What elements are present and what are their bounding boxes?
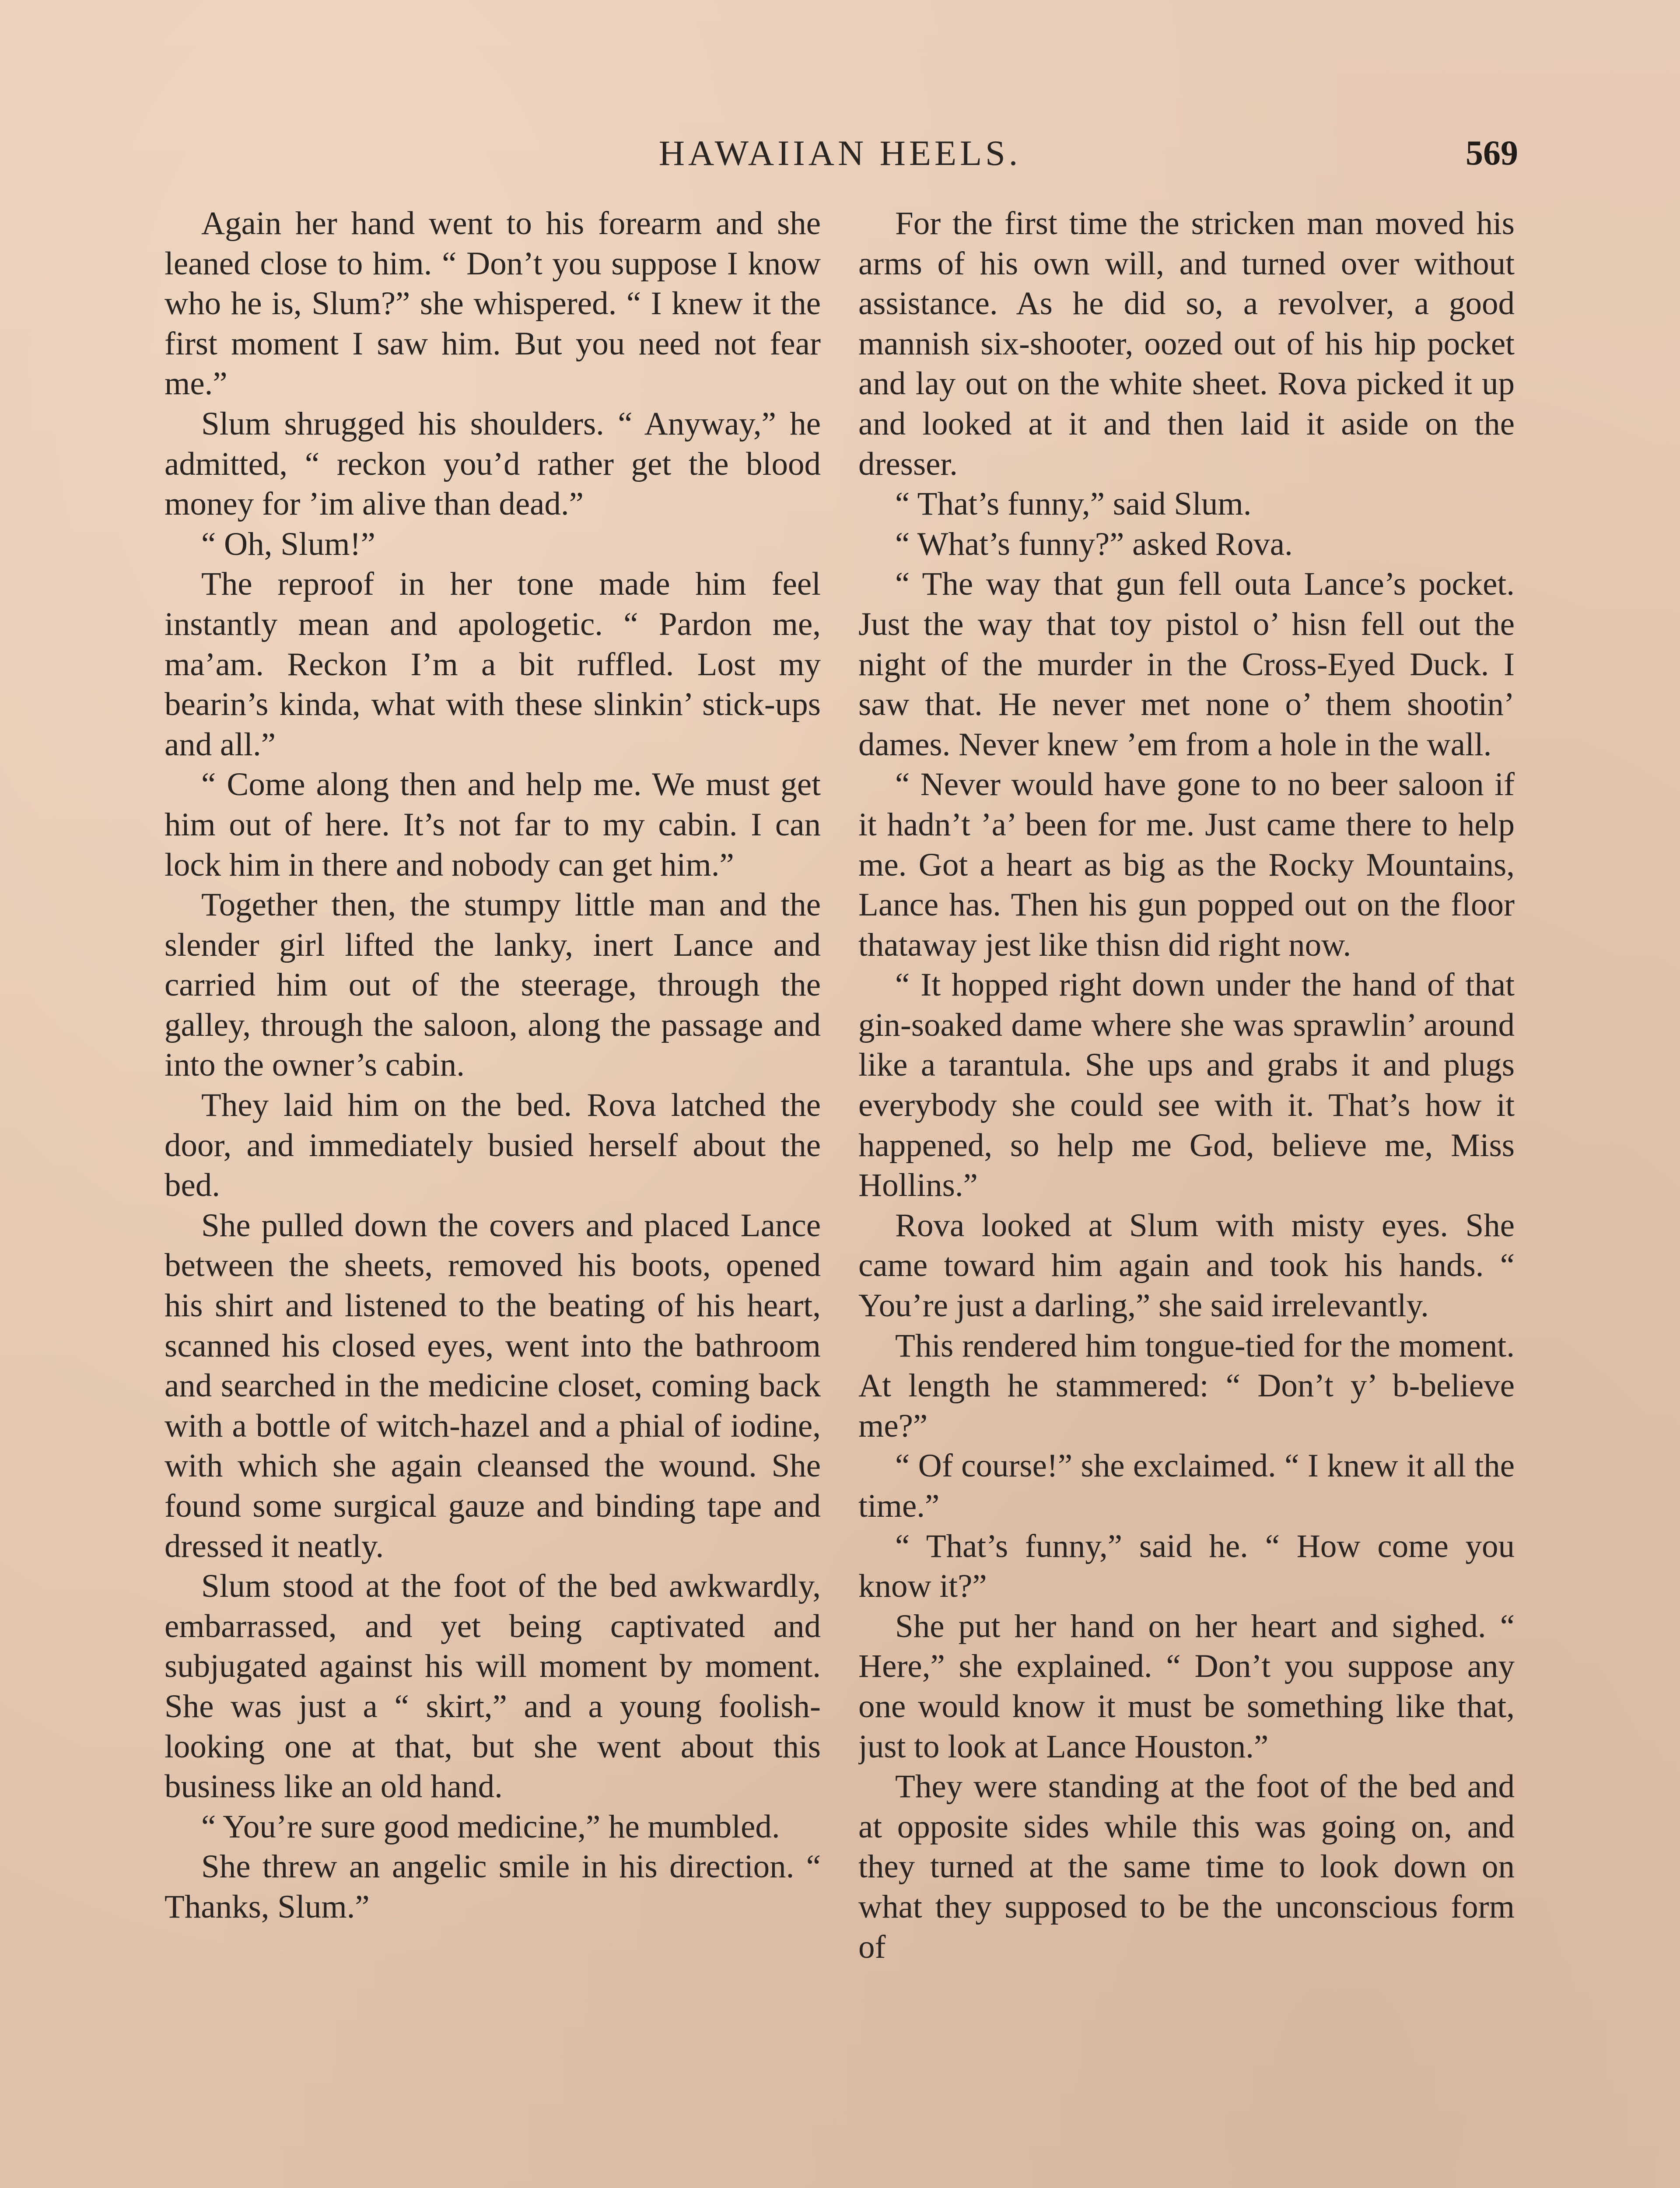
paragraph: For the first time the stricken man moved his arms of his own will, and turned over without assistance. As he did so, a revolver, a good mannish six-shooter, oozed out of his hip pocket and lay out on the white sheet. Rova picked it up and looked at it and then laid it aside on the dresser.: [858, 205, 1515, 482]
paragraph: “ That’s funny,” said he. “ How come you know it?”: [858, 1528, 1515, 1605]
paragraph: “ That’s funny,” said Slum.: [895, 486, 1252, 522]
left-column: [164, 203, 821, 2188]
right-column: [858, 203, 1515, 2188]
paragraph: “ Never would have gone to no beer saloon if it hadn’t ’a’ been for me. Just came there to help me. Got a heart as big as the Rocky Mountains, Lance has. Then his gun popped out on the floor thataway jest like thisn did right now.: [858, 766, 1515, 963]
paragraph: The reproof in her tone made him feel instantly mean and apologetic. “ Pardon me, ma’am. Reckon I’m a bit ruffled. Lost my bearin’s kinda, what with these slinkin’ stick-ups and all.”: [164, 566, 821, 763]
paragraph: She put her hand on her heart and sighed. “ Here,” she explained. “ Don’t you suppose any one would know it must be something like that, just to look at Lance Houston.”: [858, 1608, 1515, 1765]
paragraph: “ Come along then and help me. We must get him out of here. It’s not far to my cabin. I can lock him in there and nobody can get him.”: [164, 766, 821, 883]
paragraph: Together then, the stumpy little man and the slender girl lifted the lanky, inert Lance and carried him out of the steerage, through the galley, through the saloon, along the passage and into the owner’s cabin.: [164, 887, 821, 1083]
paragraph: “ Oh, Slum!”: [201, 526, 375, 562]
paragraph: “ You’re sure good medicine,” he mumbled.: [201, 1808, 780, 1845]
paragraph: Slum stood at the foot of the bed awkwardly, embarrassed, and yet being captivated and subjugated against his will moment by moment. She was just a “ skirt,” and a young foolish-looking one at that, but she went about this business like an old hand.: [164, 1568, 821, 1805]
paragraph: “ Of course!” she exclaimed. “ I knew it all the time.”: [858, 1448, 1515, 1524]
paragraph: She threw an angelic smile in his direction. “ Thanks, Slum.”: [164, 1848, 821, 1925]
paragraph: Again her hand went to his forearm and she leaned close to him. “ Don’t you suppose I know who he is, Slum?” she whispered. “ I knew it the first moment I saw him. But you need not fear me.”: [164, 205, 821, 402]
page-number: 569: [1466, 134, 1518, 172]
paragraph: This rendered him tongue-tied for the moment. At length he stammered: “ Don’t y’ b-believe me?”: [858, 1327, 1515, 1444]
paragraph: Rova looked at Slum with misty eyes. She came toward him again and took his hands. “ You’re just a darling,” she said irrelevantly.: [858, 1207, 1515, 1324]
page-header: [162, 127, 1518, 179]
paragraph: Slum shrugged his shoulders. “ Anyway,” he admitted, “ reckon you’d rather get the blood money for ’im alive than dead.”: [164, 405, 821, 522]
paragraph: “ The way that gun fell outa Lance’s pocket. Just the way that toy pistol o’ hisn fell out the night of the murder in the Cross-Eyed Duck. I saw that. He never met none o’ them shootin’ dames. Never knew ’em from a hole in the wall.: [858, 566, 1515, 763]
paragraph: They laid him on the bed. Rova latched the door, and immediately busied herself about the bed.: [164, 1087, 821, 1204]
running-title: HAWAIIAN HEELS.: [658, 133, 1022, 173]
paragraph: They were standing at the foot of the bed and at opposite sides while this was going on, and they turned at the same time to look down on what they supposed to be the unconscious form of: [858, 1768, 1515, 1965]
paragraph: “ What’s funny?” asked Rova.: [895, 526, 1293, 562]
paragraph: “ It hopped right down under the hand of that gin-soaked dame where she was sprawlin’ around like a tarantula. She ups and grabs it and plugs everybody she could see with it. That’s how it happened, so help me God, believe me, Miss Hollins.”: [858, 967, 1515, 1204]
paragraph: She pulled down the covers and placed Lance between the sheets, removed his boots, opened his shirt and listened to the beating of his heart, scanned his closed eyes, went into the bathroom and searched in the medicine closet, coming back with a bottle of witch-hazel and a phial of iodine, with which she again cleansed the wound. She found some surgical gauze and binding tape and dressed it neatly.: [164, 1207, 821, 1564]
